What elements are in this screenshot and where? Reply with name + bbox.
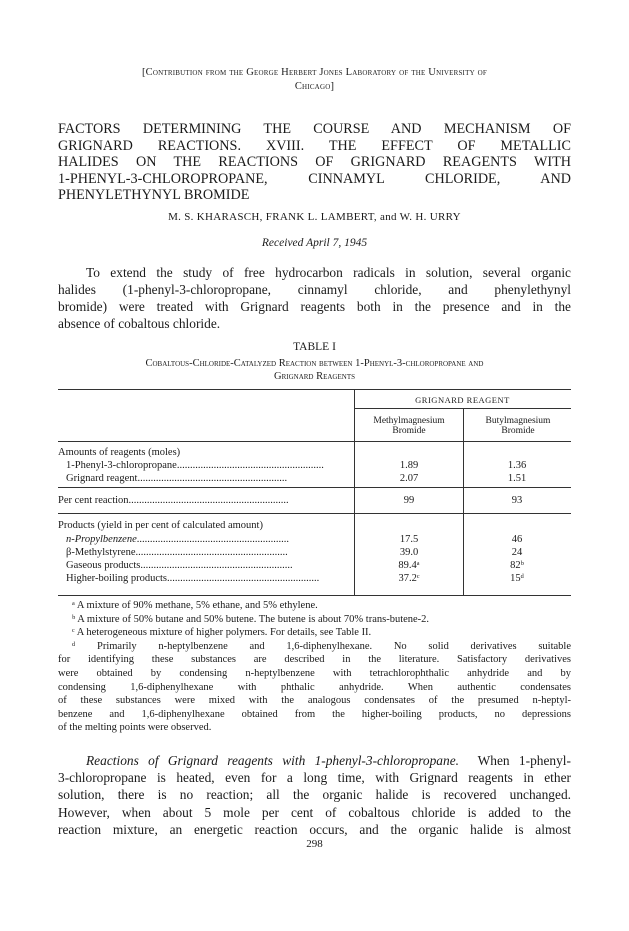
table-label: TABLE I — [293, 341, 336, 353]
intro-paragraph — [58, 264, 571, 332]
footnote-d-line: of these substances were mixed with the analogous condensates of the presumed n-heptyl- — [58, 695, 571, 707]
footnote-d-line: benzene and 1,6-diphenylhexane obtained from the higher-boiling products, no depressions — [58, 708, 571, 720]
table-cell: 89.4ᵃ — [398, 560, 420, 571]
footnote-d-line: for identifying these substances are described in the literature. Satisfactory derivatives — [58, 654, 571, 666]
table-cell: 37.2ᶜ — [398, 573, 420, 584]
title-line: FACTORS DETERMINING THE COURSE AND MECHANISM OF — [58, 121, 571, 137]
table-cell: 17.5 — [399, 534, 419, 545]
body-line: reaction mixture, an energetic reaction occurs, and the organic halide is almost — [58, 821, 571, 837]
intro-line: To extend the study of free hydrocarbon radicals in solution, several organic — [86, 265, 571, 280]
title-line: 1-PHENYL-3-CHLOROPROPANE, CINNAMYL CHLORIDE, AND — [58, 170, 571, 187]
section-title: Amounts of reagents (moles) — [58, 447, 181, 458]
table-cell: 93 — [511, 495, 523, 506]
table-rule-top — [58, 389, 571, 390]
contribution-line-1: [Contribution from the George Herbert Jones Laboratory of the University of — [141, 67, 487, 78]
table-caption — [58, 357, 571, 383]
table-rule-section2 — [58, 513, 571, 514]
group-header: GRIGNARD REAGENT — [415, 395, 510, 405]
table-cell: 46 — [511, 534, 523, 545]
table-rule-section1 — [58, 487, 571, 488]
table-cell: 1.36 — [507, 460, 527, 471]
title-line: PHENYLETHYNYL BROMIDE — [58, 187, 250, 204]
table-cell: 1.51 — [507, 473, 527, 484]
table-row-label: Grignard reagent......................................................... — [66, 473, 288, 484]
body-text: When 1-phenyl- — [477, 753, 571, 768]
contribution-line-2: Chicago] — [294, 81, 335, 92]
column-header-line: Butylmagnesium — [485, 416, 551, 426]
footnote-d-line: ᵈ Primarily n-heptylbenzene and 1,6-diphenylhexane. No solid derivatives suitable — [72, 640, 571, 652]
intro-line: halides (1-phenyl-3-chloropropane, cinnamyl chloride, and phenylethynyl — [58, 282, 571, 297]
column-header-methyl — [358, 416, 460, 436]
table-vrule-1 — [354, 389, 355, 595]
table-cell: 2.07 — [399, 473, 419, 484]
intro-line: bromide) were treated with Grignard reagents both in the presence and in the — [58, 299, 571, 314]
table-footnotes — [58, 599, 571, 735]
footnote-c: ᶜ A heterogeneous mixture of higher polymers. For details, see Table II. — [72, 627, 372, 639]
table-cell: 24 — [511, 547, 523, 558]
table-row-label: Per cent reaction............................................................. — [58, 495, 289, 506]
section-title: Products (yield in per cent of calculated amount) — [58, 520, 263, 531]
table-row-label: β-Methylstyrene.......................................................... — [66, 547, 288, 558]
table-row-label: n-Propylbenzene.......................................................... — [66, 534, 290, 545]
column-header-line: Methylmagnesium — [373, 416, 445, 426]
body-line — [58, 752, 571, 769]
body-line: However, when about 5 mole per cent of cobaltous chloride is added to the — [58, 804, 571, 820]
footnote-d-line: were obtained by condensing n-heptylbenzene with tetrachlorophthalic anhydride and by — [58, 667, 571, 679]
table-vrule-2 — [463, 408, 464, 595]
footnote-d-line: of the melting points were observed. — [58, 722, 212, 734]
body-line: 3-chloropropane is heated, even for a long time, with Grignard reagents in ether — [58, 770, 571, 786]
table-row-label: Higher-boiling products.......................................................... — [66, 573, 320, 584]
body-line: solution, there is no reaction; all the organic halide is recovered unchanged. — [58, 787, 571, 803]
footnote-a: ᵃ A mixture of 90% methane, 5% ethane, and 5% ethylene. — [72, 600, 318, 611]
page-number: 298 — [306, 838, 323, 850]
authors: M. S. KHARASCH, FRANK L. LAMBERT, and W. H. URRY — [168, 211, 461, 223]
table-cell: 82ᵇ — [510, 560, 524, 571]
column-header-line: Bromide — [392, 426, 426, 436]
table-cell: 1.89 — [399, 460, 419, 471]
paper-title — [58, 121, 571, 204]
table-row-label: Gaseous products.......................................................... — [66, 560, 293, 571]
table-cell: 15ᵈ — [510, 573, 524, 584]
table-row-label: 1-Phenyl-3-chloropropane........................................................ — [66, 460, 324, 471]
title-line: HALIDES ON THE REACTIONS OF GRIGNARD REAGENTS WITH — [58, 154, 571, 171]
footnote-b: ᵇ A mixture of 50% butane and 50% butene. The butene is about 70% trans-butene-2. — [72, 613, 430, 625]
body-paragraph — [58, 752, 571, 838]
column-header-line: Bromide — [501, 426, 535, 436]
section-heading: Reactions of Grignard reagents with 1-phenyl-3-chloropropane. — [86, 753, 459, 768]
table-rule-header — [58, 441, 571, 442]
received-date: Received April 7, 1945 — [261, 237, 368, 249]
table-rule-bottom — [58, 595, 571, 596]
table-cell: 39.0 — [399, 547, 419, 558]
contribution-note — [58, 66, 571, 94]
intro-line: absence of cobaltous chloride. — [58, 316, 221, 331]
footnote-d-line: condensing 1,6-diphenylhexane with phthalic anhydride. When authentic condensates — [58, 681, 571, 693]
table-cell: 99 — [403, 495, 415, 506]
table-caption-line-1: Cobaltous-Chloride-Catalyzed Reaction between 1-Phenyl-3-chloropropane and — [145, 358, 484, 369]
column-header-butyl — [467, 416, 569, 436]
title-line: GRIGNARD REACTIONS. XVIII. THE EFFECT OF METALLIC — [58, 137, 571, 154]
table-caption-line-2: Grignard Reagents — [274, 371, 355, 382]
